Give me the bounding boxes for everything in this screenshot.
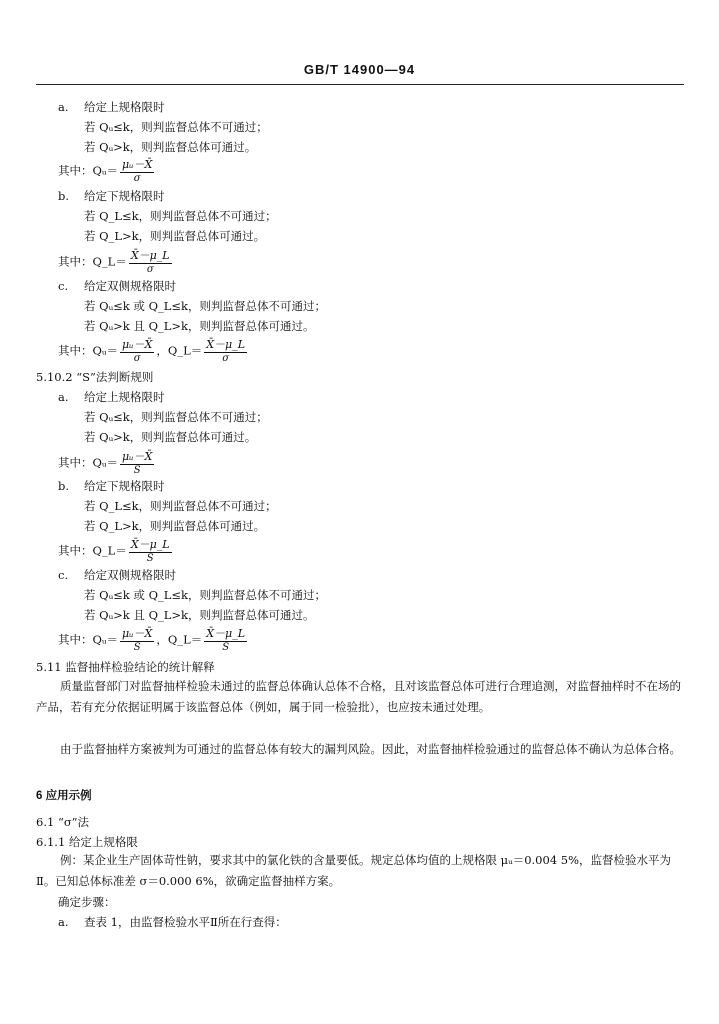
item-title: 给定下规格限时 (84, 189, 165, 203)
item-label: b. (58, 479, 70, 493)
section-heading: 5.10.2 “S”法判断规则 (36, 370, 154, 384)
section-heading: 5.11 监督抽样检验结论的统计解释 (36, 660, 215, 674)
item-title: 给定双侧规格限时 (84, 568, 176, 582)
formula: 其中：Qᵤ＝ $\frac{\text{μᵤ－X̄}}{S}$ (58, 450, 153, 476)
formula: 其中：Q_L＝ $\frac{X̄-\mu\_L}{\sigma}$ (58, 249, 170, 275)
rule-text: 若 Qᵤ≤k 或 Q_L≤k，则判监督总体不可通过； (84, 588, 327, 602)
item-label: b. (58, 189, 70, 203)
item-label: a. (58, 100, 69, 114)
item-title: 给定上规格限时 (84, 390, 165, 404)
rule-text: 若 Qᵤ>k，则判监督总体可通过。 (84, 430, 257, 444)
formula: 其中：Qᵤ＝ $\frac{\text{μᵤ－X̄}}{\sigma}$ ，Q_L＝ $\frac{X̄-\mu\_L}{\sigma}$ (58, 338, 246, 364)
formula: 其中：Qᵤ＝ $\frac{\text{μᵤ－X̄}}{\sigma}$ (58, 158, 153, 184)
item-label: a. (58, 915, 69, 929)
rule-text: 若 Q_L>k，则判监督总体可通过。 (84, 229, 266, 243)
item-label: c. (58, 279, 69, 293)
item-label: c. (58, 568, 69, 582)
rule-text: 若 Qᵤ≤k，则判监督总体不可通过； (84, 410, 268, 424)
formula: 其中：Qᵤ＝ $\frac{\text{μᵤ－X̄}}{S}$ ，Q_L＝ $\frac{X̄-\mu\_L}{S}$ (58, 627, 246, 653)
step-text: 查表 1，由监督检验水平Ⅱ所在行查得： (84, 915, 287, 929)
rule-text: 若 Q_L≤k，则判监督总体不可通过； (84, 209, 277, 223)
item-label: a. (58, 390, 69, 404)
rule-text: 若 Qᵤ≤k，则判监督总体不可通过； (84, 120, 268, 134)
steps-label: 确定步骤： (58, 895, 116, 909)
paragraph: 例：某企业生产固体苛性钠，要求其中的氯化铁的含量要低。规定总体均值的上规格限 μᵤ＝0.004 5%，监督检验水平为Ⅱ。已知总体标准差 σ＝0.000 6%，欲确定监督抽样方案。 (36, 853, 672, 888)
section-heading: 6 应用示例 (36, 790, 92, 802)
rule-text: 若 Q_L≤k，则判监督总体不可通过； (84, 499, 277, 513)
subsection-heading: 6.1 “σ”法 (36, 815, 90, 829)
item-title: 给定双侧规格限时 (84, 279, 176, 293)
item-title: 给定下规格限时 (84, 479, 165, 493)
page-header: GB/T 14900—94 (303, 62, 416, 77)
rule-text: 若 Qᵤ>k 且 Q_L>k，则判监督总体可通过。 (84, 319, 315, 333)
formula: 其中：Q_L＝ $\frac{X̄-\mu\_L}{S}$ (58, 538, 170, 564)
rule-text: 若 Q_L>k，则判监督总体可通过。 (84, 519, 266, 533)
item-title: 给定上规格限时 (84, 100, 165, 114)
rule-text: 若 Qᵤ>k，则判监督总体可通过。 (84, 140, 257, 154)
paragraph: 由于监督抽样方案被判为可通过的监督总体有较大的漏判风险。因此，对监督抽样检验通过的监督总体不确认为总体合格。 (60, 742, 681, 756)
rule-text: 若 Qᵤ>k 且 Q_L>k，则判监督总体可通过。 (84, 608, 315, 622)
header-rule (36, 84, 684, 85)
rule-text: 若 Qᵤ≤k 或 Q_L≤k，则判监督总体不可通过； (84, 299, 327, 313)
subsection-heading: 6.1.1 给定上规格限 (36, 835, 138, 849)
paragraph: 质量监督部门对监督抽样检验未通过的监督总体确认总体不合格，且对该监督总体可进行合理追测，对监督抽样时不在场的产品，若有充分依据证明属于该监督总体（例如，属于同一检验批），也应按未通过处理。 (36, 679, 681, 714)
